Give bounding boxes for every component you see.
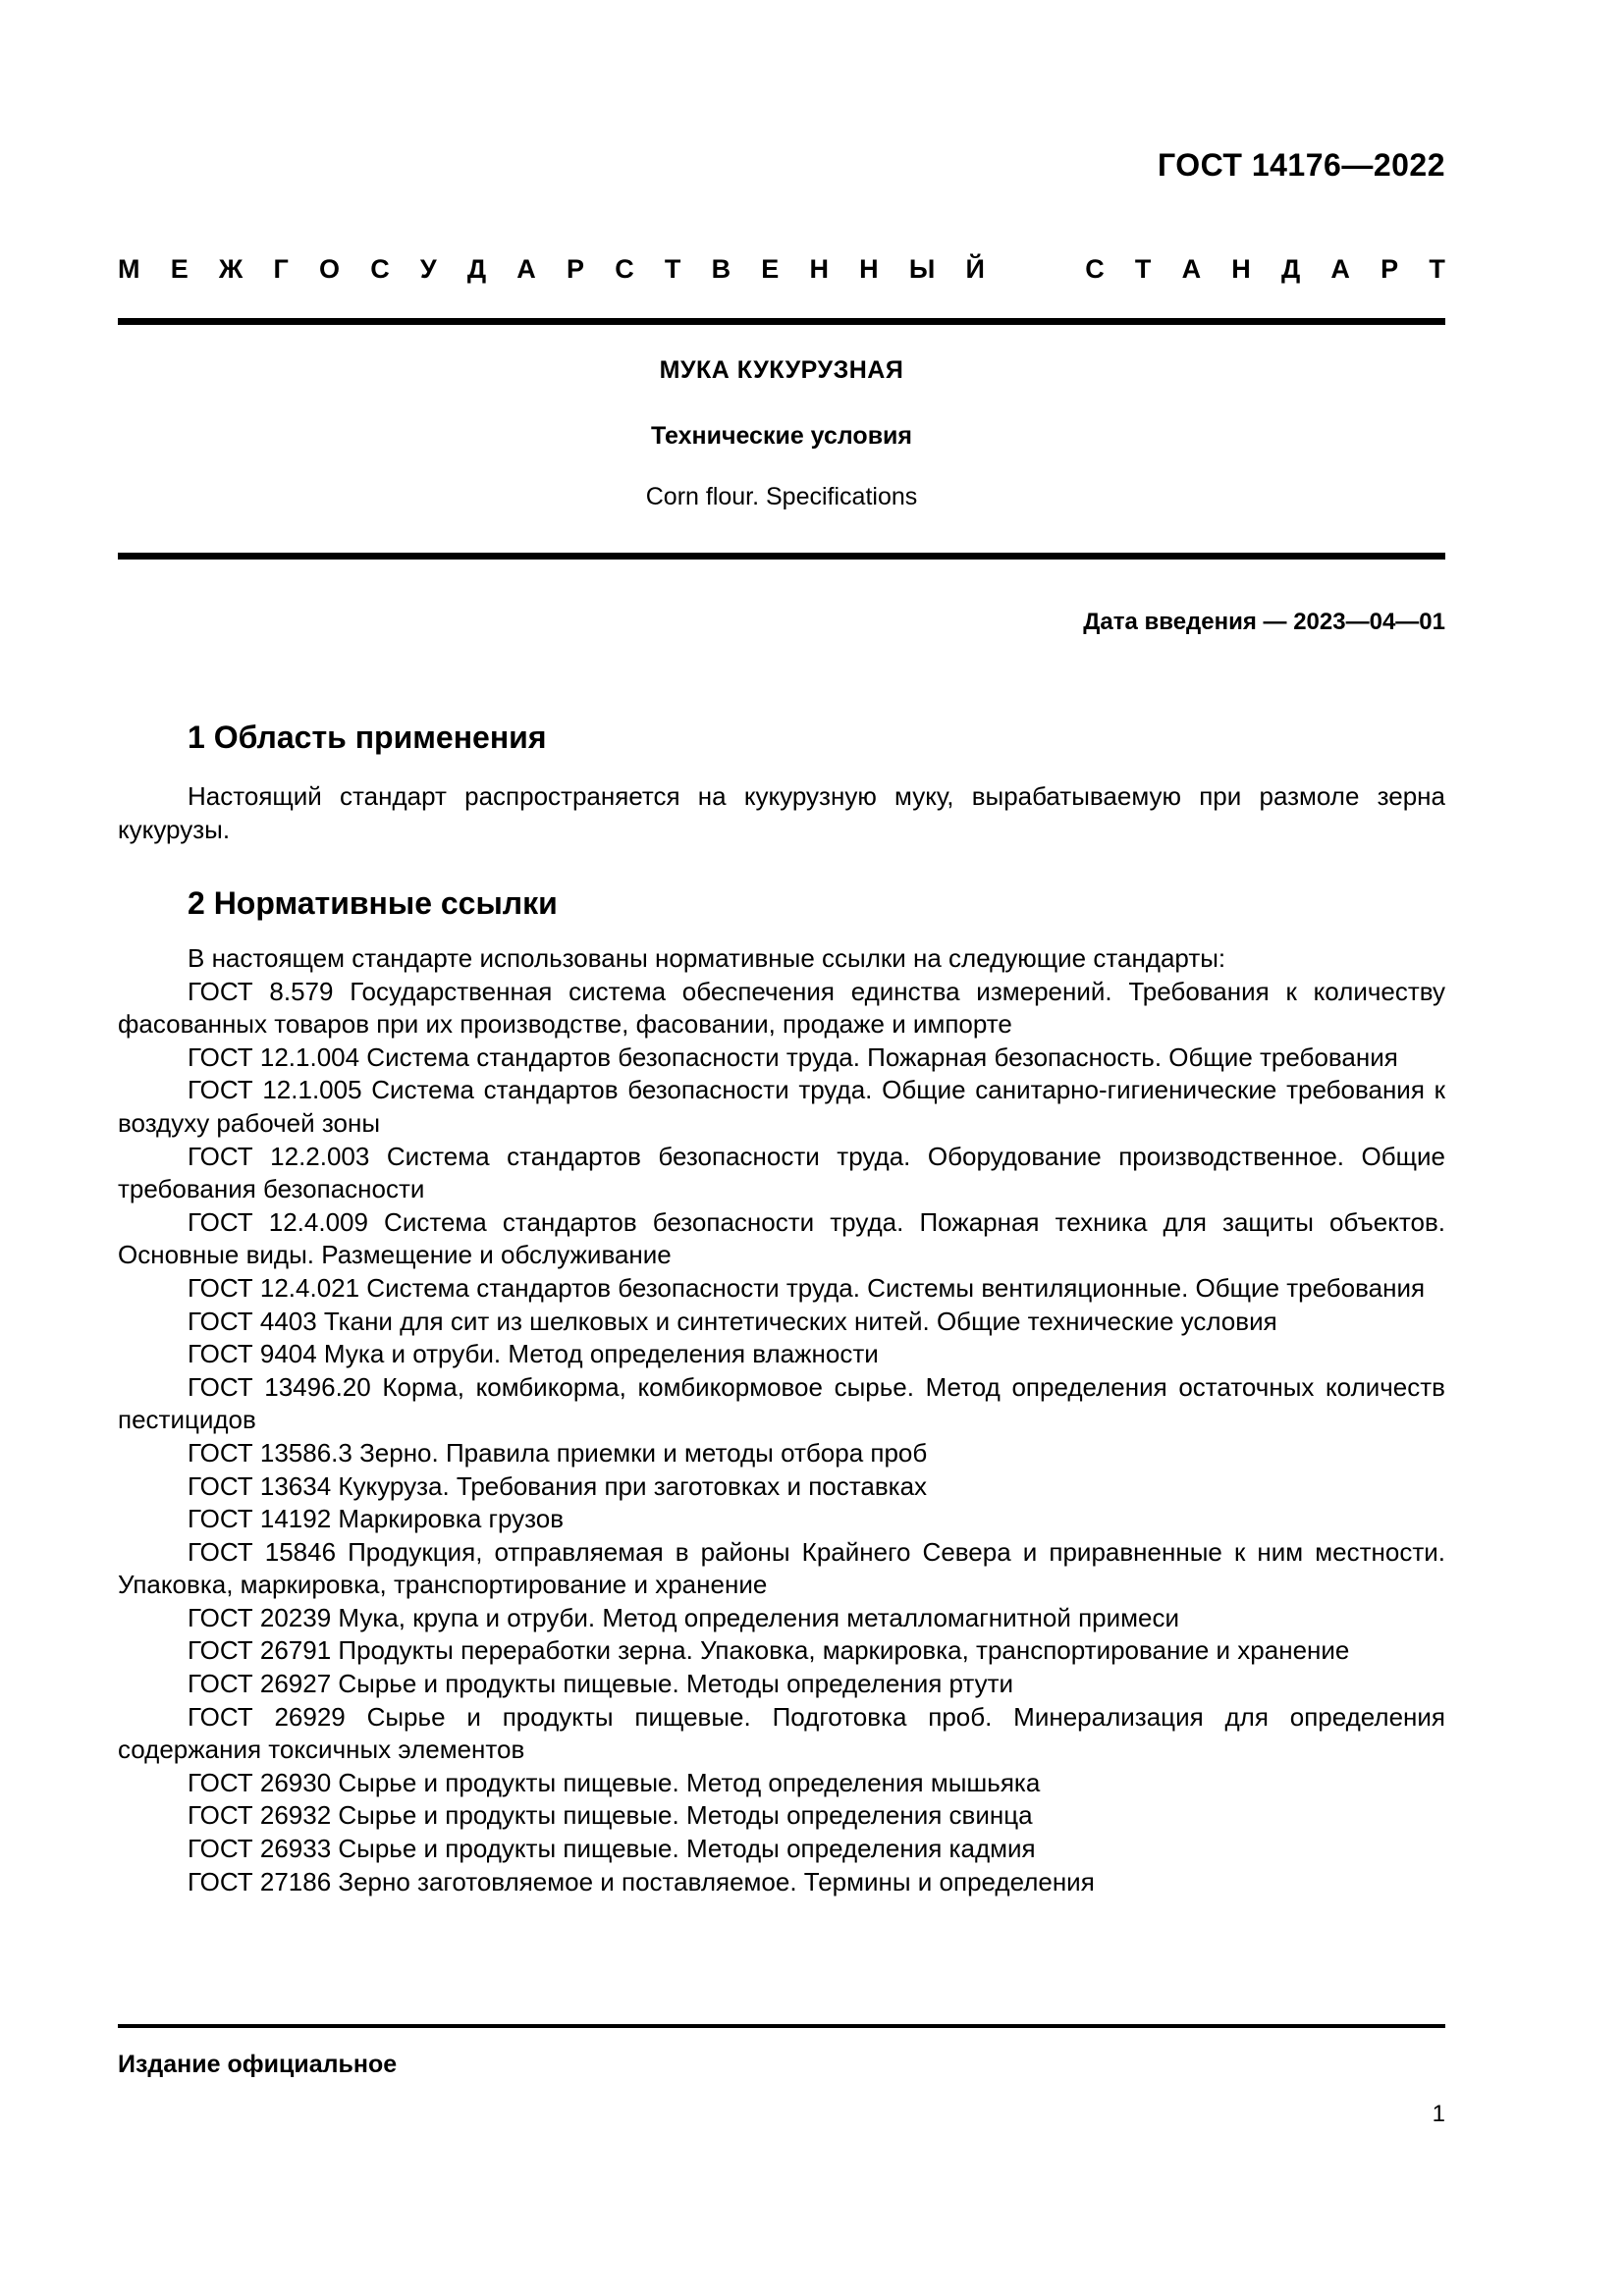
standard-type-letter: Г: [273, 254, 289, 284]
reference-item: ГОСТ 12.2.003 Система стандартов безопасности труда. Оборудование производственное. Общие требования безопасности: [118, 1141, 1445, 1204]
standard-type-letter: У: [419, 254, 437, 284]
reference-item: ГОСТ 26932 Сырье и продукты пищевые. Методы определения свинца: [188, 1800, 1033, 1831]
scope-paragraph: Настоящий стандарт распространяется на кукурузную муку, вырабатываемую при размоле зерна кукурузы.: [118, 781, 1445, 844]
reference-item: ГОСТ 20239 Мука, крупа и отруби. Метод определения металломагнитной примеси: [188, 1602, 1180, 1632]
standard-type-letter: О: [318, 254, 340, 284]
standard-type-letter: С: [370, 254, 390, 284]
standard-type-letter: А: [1181, 254, 1202, 284]
standard-type-letter: М: [118, 254, 140, 284]
standard-type-letter: Н: [859, 254, 879, 284]
reference-item: ГОСТ 27186 Зерно заготовляемое и поставляемое. Термины и определения: [188, 1866, 1095, 1896]
reference-item: ГОСТ 4403 Ткани для сит из шелковых и синтетических нитей. Общие технические условия: [188, 1306, 1277, 1336]
reference-item: ГОСТ 26929 Сырье и продукты пищевые. Подготовка проб. Минерализация для определения содержания токсичных элементов: [118, 1701, 1445, 1765]
reference-item: ГОСТ 26930 Сырье и продукты пищевые. Метод определения мышьяка: [188, 1767, 1041, 1797]
standard-type-letter: Е: [761, 254, 780, 284]
normative-references: [118, 942, 1445, 1898]
standard-type-letter: Н: [1231, 254, 1251, 284]
standard-type-letter: Р: [566, 254, 584, 284]
document-title: МУКА КУКУРУЗНАЯ: [659, 356, 904, 384]
standard-type-letter: Т: [1134, 254, 1152, 284]
standard-type-letter: Н: [809, 254, 829, 284]
reference-item: ГОСТ 26927 Сырье и продукты пищевые. Методы определения ртути: [188, 1669, 1014, 1699]
introduction-date: Дата введения — 2023—04—01: [1083, 609, 1445, 635]
document-title-english: Corn flour. Specifications: [645, 483, 918, 510]
refs-intro: В настоящем стандарте использованы нормативные ссылки на следующие стандарты:: [188, 943, 1226, 973]
reference-item: ГОСТ 14192 Маркировка грузов: [188, 1504, 565, 1534]
section-heading-refs: 2 Нормативные ссылки: [188, 885, 558, 921]
standard-type-letter: Т: [1429, 254, 1445, 284]
reference-item: ГОСТ 12.4.021 Система стандартов безопасности труда. Системы вентиляционные. Общие требования: [188, 1272, 1426, 1303]
standard-type-letter: Ж: [218, 254, 244, 284]
edition-label: Издание официальное: [118, 2051, 398, 2078]
page-number: 1: [1432, 2101, 1445, 2127]
reference-item: ГОСТ 12.1.004 Система стандартов безопасности труда. Пожарная безопасность. Общие требования: [188, 1041, 1398, 1072]
reference-item: ГОСТ 15846 Продукция, отправляемая в районы Крайнего Севера и приравненные к ним местности. Упаковка, маркировка, транспортирование и хранение: [118, 1536, 1445, 1600]
standard-type-letter: С: [615, 254, 634, 284]
reference-item: ГОСТ 26791 Продукты переработки зерна. Упаковка, маркировка, транспортирование и хранение: [188, 1635, 1350, 1666]
document-subtitle: Технические условия: [650, 422, 913, 450]
reference-item: ГОСТ 8.579 Государственная система обеспечения единства измерений. Требования к количеству фасованных товаров при их производстве, фасовании, продаже и импорте: [118, 976, 1445, 1040]
reference-item: ГОСТ 12.4.009 Система стандартов безопасности труда. Пожарная техника для защиты объектов. Основные виды. Размещение и обслуживание: [118, 1206, 1445, 1270]
header-rule-bottom: [118, 553, 1445, 560]
standard-type-letter: А: [516, 254, 536, 284]
standard-type-letter: Т: [664, 254, 681, 284]
section-heading-scope: 1 Область применения: [188, 720, 547, 755]
standard-type-letter: Д: [1280, 254, 1301, 284]
standard-type-letter: Й: [965, 254, 985, 284]
reference-item: ГОСТ 26933 Сырье и продукты пищевые. Методы определения кадмия: [188, 1834, 1036, 1864]
reference-item: ГОСТ 9404 Мука и отруби. Метод определения влажности: [188, 1339, 879, 1369]
header-rule-top: [118, 318, 1445, 325]
reference-item: ГОСТ 13634 Кукуруза. Требования при заготовках и поставках: [188, 1470, 928, 1501]
standard-type-letter: Д: [466, 254, 487, 284]
standard-type-letter: Е: [170, 254, 189, 284]
scope-text: [118, 780, 1445, 846]
standard-type-heading: [118, 254, 1445, 285]
reference-item: ГОСТ 13586.3 Зерно. Правила приемки и методы отбора проб: [188, 1437, 928, 1468]
footer-rule: [118, 2024, 1445, 2028]
standard-type-letter: Ы: [908, 254, 936, 284]
standard-type-letter: В: [711, 254, 731, 284]
standard-type-letter: А: [1330, 254, 1350, 284]
word-gap: [1015, 254, 1055, 285]
reference-item: ГОСТ 13496.20 Корма, комбикорма, комбикормовое сырье. Метод определения остаточных количеств пестицидов: [118, 1371, 1445, 1435]
reference-item: ГОСТ 12.1.005 Система стандартов безопасности труда. Общие санитарно-гигиенические требования к воздуху рабочей зоны: [118, 1075, 1445, 1138]
standard-type-letter: Р: [1380, 254, 1399, 284]
standard-type-letter: С: [1085, 254, 1105, 284]
document-code: ГОСТ 14176—2022: [1157, 147, 1445, 183]
